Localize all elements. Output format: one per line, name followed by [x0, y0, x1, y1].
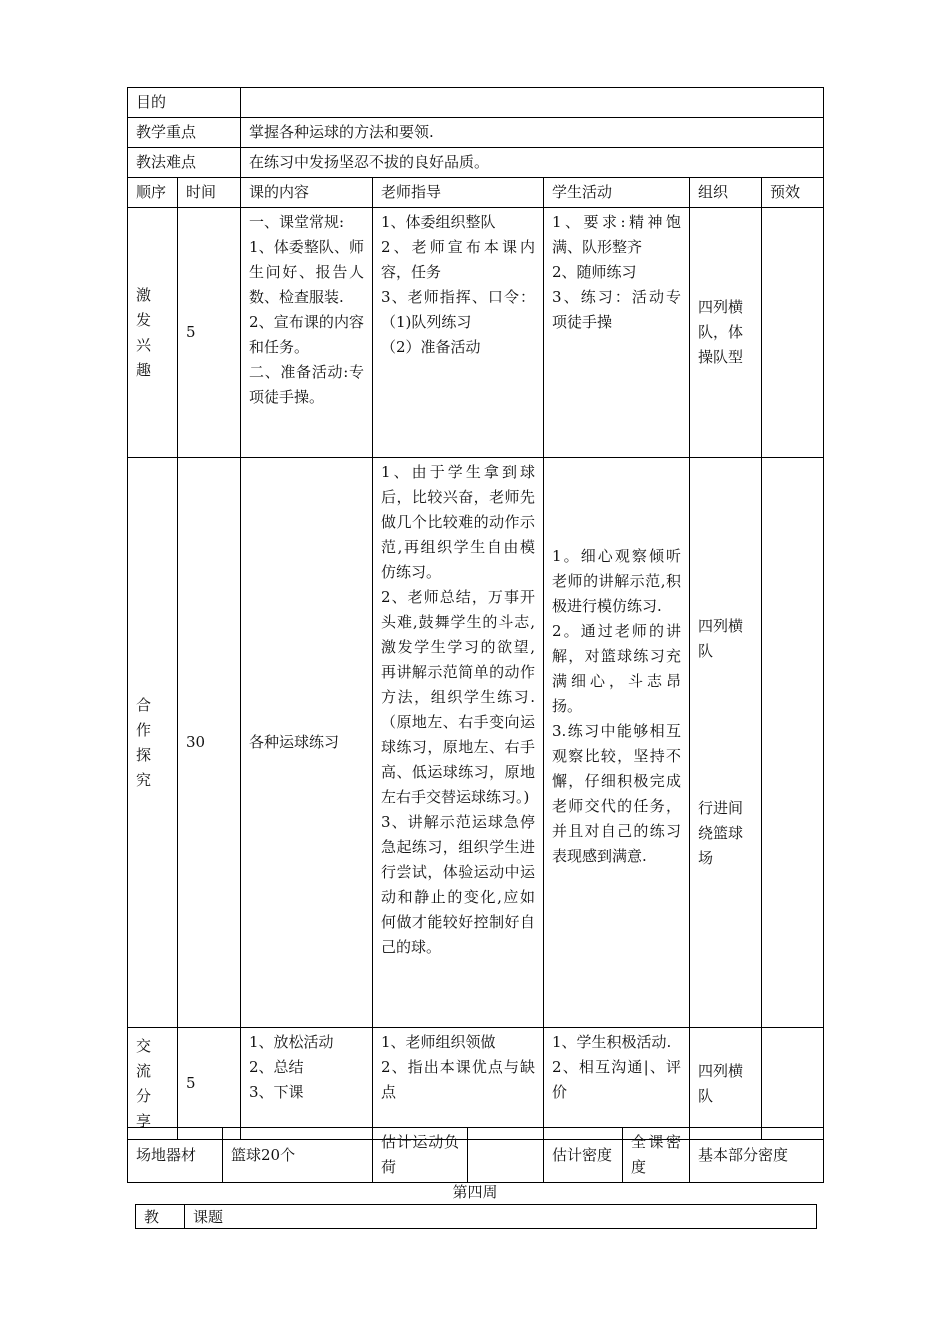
section-content: 各种运球练习 — [241, 458, 373, 1028]
section-content: 一、课堂常规: 1、体委整队、师生问好、报告人数、检查服装. 2、宣布课的内容和任务。 二、准备活动:专项徒手操。 — [241, 208, 373, 458]
section-org: 四列横队，体操队型 — [690, 208, 762, 458]
section-student: 1、学生积极活动. 2、相互沟通|、评价 — [544, 1028, 690, 1140]
section-order: 合 作 探 究 — [128, 458, 178, 1028]
venue-value: 篮球20个 — [223, 1128, 373, 1183]
section-row — [128, 208, 824, 458]
purpose-value — [241, 88, 824, 118]
section-row — [128, 1028, 824, 1140]
difficulty-value: 在练习中发扬坚忍不拔的良好品质。 — [241, 148, 824, 178]
section-teacher: 1、由于学生拿到球后，比较兴奋，老师先做几个比较难的动作示范,再组织学生自由模仿练习。 2、老师总结，万事开头难,鼓舞学生的斗志,激发学生学习的欲望,再讲解示范简单的动作方法，组织学生练习.（原地左、右手变向运球练习，原地左、右手高、低运球练习，原地左右手交替运球练习。) 3、讲解示范运球急停急起练习，组织学生进行尝试，体验运动中运动和静止的变化,应如何做才能较好控制好自己的球。 — [373, 458, 544, 1028]
section-org — [690, 458, 762, 1028]
org-formation: 四列横队 — [698, 617, 744, 660]
key-point-value: 掌握各种运球的方法和要领. — [241, 118, 824, 148]
section-student: 1。细心观察倾听老师的讲解示范,积极进行模仿练习. 2。通过老师的讲解，对篮球练习充满细心，斗志昂扬。 3.练习中能够相互观察比较，坚持不懈，仔细积极完成老师交代的任务，并且对自己的练习表现感到满意. — [544, 458, 690, 1028]
load-value — [468, 1128, 544, 1183]
org-route: 行进间绕篮球场 — [698, 799, 744, 867]
section-effect — [762, 1028, 824, 1140]
venue-footer-table — [127, 1127, 824, 1183]
header-order: 顺序 — [128, 178, 178, 208]
section-time: 30 — [178, 458, 241, 1028]
header-time: 时间 — [178, 178, 241, 208]
section-order: 激 发 兴 趣 — [128, 208, 178, 458]
difficulty-row — [128, 148, 824, 178]
section-effect — [762, 208, 824, 458]
difficulty-label: 教法难点 — [128, 148, 241, 178]
load-label: 估计运动负荷 — [373, 1128, 468, 1183]
next-col2: 课题 — [185, 1205, 817, 1229]
lesson-plan-table — [127, 87, 824, 1140]
purpose-row — [128, 88, 824, 118]
section-teacher: 1、体委组织整队 2、老师宣布本课内容，任务 3、老师指挥、口令：（1)队列练习 （2）准备活动 — [373, 208, 544, 458]
section-effect — [762, 458, 824, 1028]
section-org: 四列横队 — [690, 1028, 762, 1140]
header-teacher: 老师指导 — [373, 178, 544, 208]
section-time: 5 — [178, 1028, 241, 1140]
header-org: 组织 — [690, 178, 762, 208]
week-title: 第四周 — [452, 1183, 498, 1201]
next-header-row — [136, 1205, 817, 1229]
venue-label: 场地器材 — [128, 1128, 223, 1183]
next-col1: 教 — [136, 1205, 185, 1229]
venue-row — [128, 1128, 824, 1183]
total-density-label: 全课密度 — [623, 1128, 690, 1183]
key-point-label: 教学重点 — [128, 118, 241, 148]
header-content: 课的内容 — [241, 178, 373, 208]
section-order: 交 流 分 享 — [128, 1028, 178, 1140]
density-label: 估计密度 — [544, 1128, 623, 1183]
header-effect: 预效 — [762, 178, 824, 208]
next-week-table — [135, 1204, 817, 1229]
header-student: 学生活动 — [544, 178, 690, 208]
purpose-label: 目的 — [128, 88, 241, 118]
section-student: 1、要求:精神饱满、队形整齐 2、随师练习 3、练习：活动专项徒手操 — [544, 208, 690, 458]
basic-density-label: 基本部分密度 — [690, 1128, 824, 1183]
section-time: 5 — [178, 208, 241, 458]
section-teacher: 1、老师组织领做 2、指出本课优点与缺点 — [373, 1028, 544, 1140]
section-row — [128, 458, 824, 1028]
section-content: 1、放松活动 2、总结 3、下课 — [241, 1028, 373, 1140]
header-row — [128, 178, 824, 208]
key-point-row — [128, 118, 824, 148]
